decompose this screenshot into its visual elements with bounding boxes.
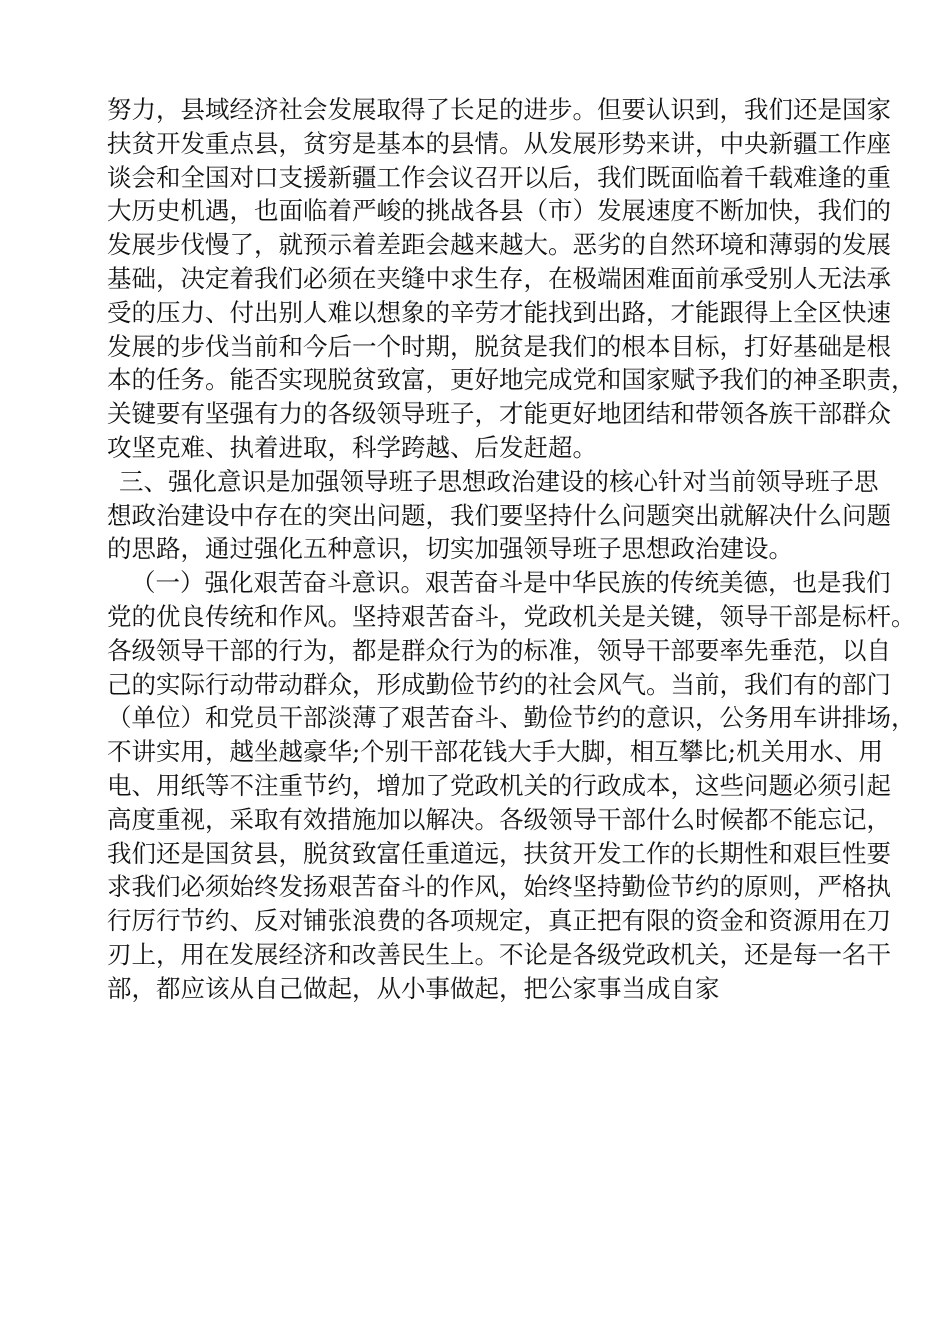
- paragraph-line: 基础，决定着我们必须在夹缝中求生存，在极端困难面前承受别人无法承: [107, 263, 891, 293]
- paragraph-line: 党的优良传统和作风。坚持艰苦奋斗，党政机关是关键，领导干部是标杆。: [107, 601, 916, 631]
- paragraph-line: 受的压力、付出别人难以想象的辛劳才能找到出路，才能跟得上全区快速: [107, 297, 891, 327]
- paragraph-line: 努力，县域经济社会发展取得了长足的进步。但要认识到，我们还是国家: [107, 95, 891, 124]
- paragraph-line: 谈会和全国对口支援新疆工作会议召开以后，我们既面临着千载难逢的重: [107, 162, 891, 192]
- section-heading-paragraph: [107, 465, 891, 566]
- paragraph-line: 我们还是国贫县，脱贫致富任重道远，扶贫开发工作的长期性和艰巨性要: [107, 838, 891, 868]
- paragraph-line: 刃上，用在发展经济和改善民生上。不论是各级党政机关，还是每一名干: [107, 939, 891, 969]
- paragraph-line: 发展步伐慢了，就预示着差距会越来越大。恶劣的自然环境和薄弱的发展: [107, 230, 891, 260]
- document-body: [107, 93, 916, 1006]
- paragraph-line: 扶贫开发重点县，贫穷是基本的县情。从发展形势来讲，中央新疆工作座: [107, 128, 891, 158]
- paragraph-line: 大历史机遇，也面临着严峻的挑战各县（市）发展速度不断加快，我们的: [107, 196, 891, 226]
- paragraph-line: 本的任务。能否实现脱贫致富，更好地完成党和国家赋予我们的神圣职责，: [107, 365, 916, 395]
- subsection-heading-line: （一）强化艰苦奋斗意识。艰苦奋斗是中华民族的传统美德，也是我们: [131, 568, 891, 598]
- paragraph-line: 攻坚克难、执着进取，科学跨越、后发赶超。: [107, 432, 597, 462]
- paragraph-line: 部，都应该从自己做起，从小事做起，把公家事当成自家: [107, 973, 720, 1003]
- paragraph-line: 行厉行节约、反对铺张浪费的各项规定，真正把有限的资金和资源用在刀: [107, 906, 891, 936]
- paragraph-line: 不讲实用，越坐越豪华;个别干部花钱大手大脚，相互攀比;机关用水、用: [107, 737, 884, 767]
- paragraph-line: 高度重视，采取有效措施加以解决。各级领导干部什么时候都不能忘记，: [107, 804, 891, 834]
- section-heading-line: 三、强化意识是加强领导班子思想政治建设的核心针对当前领导班子思: [119, 466, 879, 496]
- paragraph-line: 的思路，通过强化五种意识，切实加强领导班子思想政治建设。: [107, 534, 793, 564]
- paragraph-line: 求我们必须始终发扬艰苦奋斗的作风，始终坚持勤俭节约的原则，严格执: [107, 872, 891, 902]
- paragraph-line: 己的实际行动带动群众，形成勤俭节约的社会风气。当前，我们有的部门: [107, 669, 891, 699]
- paragraph-line: （单位）和党员干部淡薄了艰苦奋斗、勤俭节约的意识，公务用车讲排场，: [107, 703, 916, 733]
- paragraph-line: 各级领导干部的行为，都是群众行为的标准，领导干部要率先垂范，以自: [107, 635, 891, 665]
- paragraph-county-situation: [107, 93, 916, 465]
- paragraph-hard-work-awareness: [107, 566, 916, 1005]
- paragraph-line: 发展的步伐当前和今后一个时期，脱贫是我们的根本目标，打好基础是根: [107, 331, 891, 361]
- paragraph-line: 电、用纸等不注重节约，增加了党政机关的行政成本，这些问题必须引起: [107, 770, 891, 800]
- paragraph-line: 关键要有坚强有力的各级领导班子，才能更好地团结和带领各族干部群众: [107, 399, 891, 429]
- paragraph-line: 想政治建设中存在的突出问题，我们要坚持什么问题突出就解决什么问题: [107, 500, 891, 530]
